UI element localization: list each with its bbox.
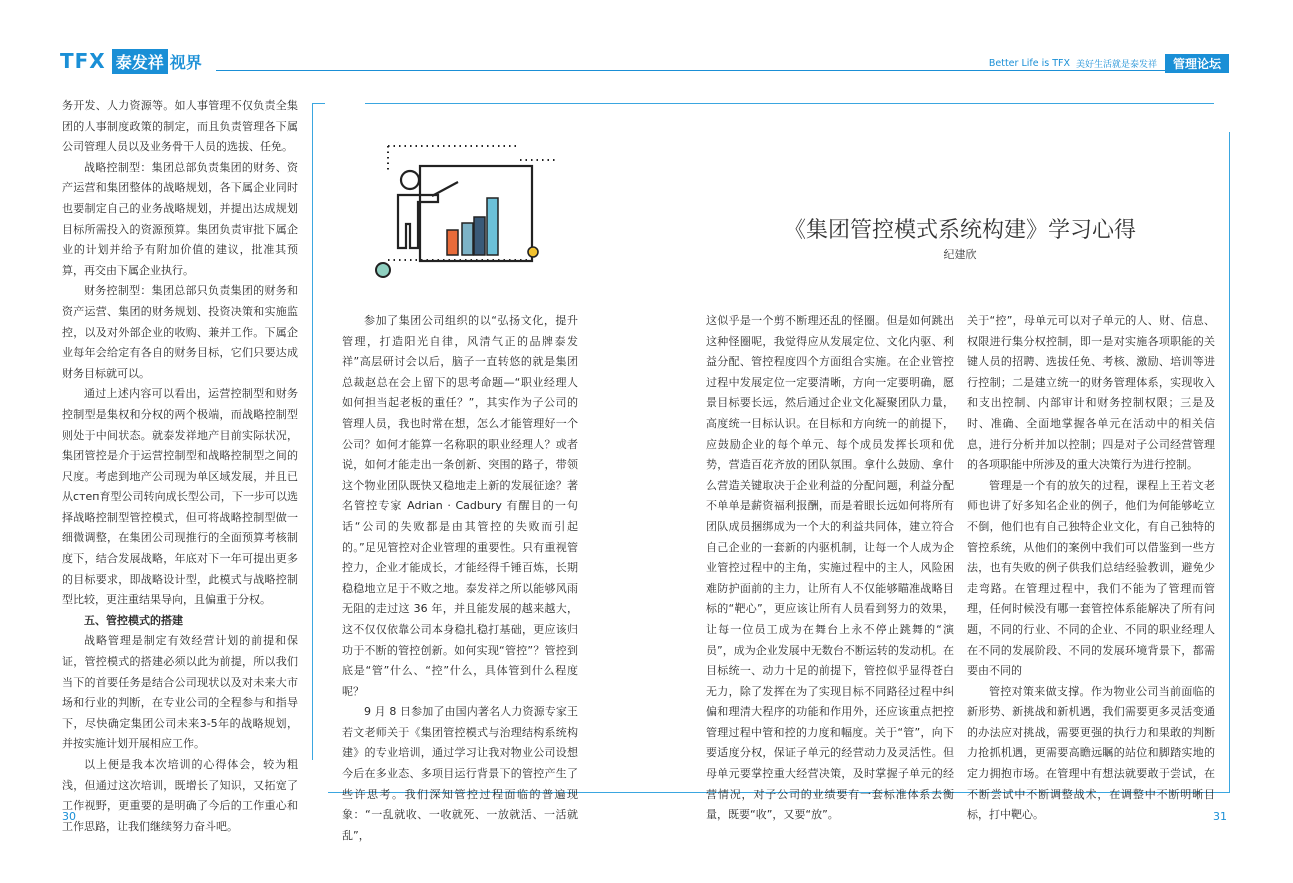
logo-view: 视界 xyxy=(169,52,202,72)
slogan-chinese: 美好生活就是泰发祥 xyxy=(1075,59,1157,70)
section-heading: 五、管控模式的搭建 xyxy=(84,613,183,627)
chart-bar-3 xyxy=(474,217,485,255)
paragraph: 战略管理是制定有效经营计划的前提和保证，管控模式的搭建必须以此为前提，所以我们当下的首要任务是结合公司现状以及对未来大市场和行业的判断，在专业公司的全程参与和指导下，尽快确定集团公司未来3-5年的战略规划，并按实施计划开展相应工作。 xyxy=(62,634,298,751)
paragraph: 通过上述内容可以看出，运营控制型和财务控制型是集权和分权的两个极端，而战略控制型则处于中间状态。就泰发祥地产目前实际状况，集团管控是介于运营控制型和战略控制型之间的尺度。考虑到地产公司现为单区域发展，并且已从степ育型公司转向成长型公司，下一步可以选择战略控制型管控模式，但可将战略控制型做一细微调整，在集团公司现推行的全面预算考核制度下，结合发展战略，年底对下一年可提出更多的目标要求，即战略设计型，此模式与战略控制型比较，更注重结果导向，且偏重于分权。 xyxy=(62,387,298,607)
header-right xyxy=(989,55,1229,71)
slogan-english: Better Life is TFX xyxy=(988,57,1070,69)
magazine-logo xyxy=(60,50,202,72)
article-column-1 xyxy=(342,311,578,846)
article-column-3 xyxy=(967,311,1215,826)
page-number-left: 30 xyxy=(62,810,76,823)
section-label: 管理论坛 xyxy=(1165,54,1229,73)
paragraph: 务开发、人力资源等。如人事管理不仅负责全集团的人事制度政策的制定，而且负责管理各下属公司管理人员以及业务骨干人员的选拔、任免。 xyxy=(62,99,298,154)
paragraph: 管理是一个有的放矢的过程，课程上王若文老师也讲了好多知名企业的例子，他们为何能够屹立不倒，他们也有自己独特企业文化，有自己独特的管控系统，从他们的案例中我们可以借鉴到一些方法，也有失败的例子供我们总结经验教训，避免少走弯路。在管理过程中，我们不能为了管理而管理，任何时候没有哪一套管控体系能解决了所有问题，不同的行业、不同的企业、不同的职业经理人在不同的发展阶段、不同的发展环境背景下，都需要由不同的 xyxy=(967,478,1215,678)
paragraph: 管控对策来做支撑。作为物业公司当前面临的新形势、新挑战和新机遇，我们需要更多灵活变通的办法应对挑战，需要更强的执行力和果敢的判断力抢抓机遇，更需要高瞻远瞩的站位和脚踏实地的定力拥抱市场。在管理中有想法就要敢于尝试，在不断尝试中不断调整战术，在调整中不断明晰目标，打中靶心。 xyxy=(967,684,1215,822)
paragraph: 战略控制型：集团总部负责集团的财务、资产运营和集团整体的战略规划，各下属企业同时也要制定自己的业务战略规划，并提出达成规划目标所需投入的资源预算。集团负责审批下属企业的计划并给予有附加价值的建议，批准其预算，再交由下属企业执行。 xyxy=(62,160,298,277)
article-column-2 xyxy=(706,311,954,826)
chart-bar-1 xyxy=(447,230,458,255)
logo-tfx: TFX xyxy=(60,49,106,73)
paragraph: 以上便是我本次培训的心得体会，较为粗浅，但通过这次培训，既增长了知识，又拓宽了工作视野，更重要的是明确了今后的工作重心和工作思路，让我们继续努力奋斗吧。 xyxy=(62,758,298,833)
logo-brand: 泰发祥 xyxy=(112,49,168,74)
chart-bar-2 xyxy=(462,223,473,255)
presenter-chart-icon xyxy=(370,140,570,280)
left-column xyxy=(62,96,298,837)
page-number-right: 31 xyxy=(1213,810,1227,823)
chart-bar-4 xyxy=(487,198,498,255)
article-author: 纪建欣 xyxy=(943,248,977,261)
paragraph: 财务控制型：集团总部只负责集团的财务和资产运营、集团的财务规划、投资决策和实施监控，以及对外部企业的收购、兼并工作。下属企业每年会给定有各自的财务目标，它们只要达成财务目标就可以。 xyxy=(62,284,298,380)
paragraph: 9 月 8 日参加了由国内著名人力资源专家王若文老师关于《集团管控模式与治理结构系统构建》的专业培训，通过学习让我对物业公司设想今后在多业态、多项目运行背景下的管控产生了些许思考。我们深知管控过程面临的普遍现象：“一乱就收、一收就死、一放就活、一活就乱”， xyxy=(342,705,578,842)
paragraph: 关于“控”，母单元可以对子单元的人、财、信息、权限进行集分权控制，即一是对实施各项职能的关键人员的招聘、选拔任免、考核、激励、培训等进行控制；二是建立统一的财务管理体系，实现收入和支出控制、内部审计和财务控制权限；三是及时、准确、全面地掌握各单元在活动中的相关信息，进行分析并加以控制；四是对子公司经营管理的各项职能中所涉及的重大决策行为进行控制。 xyxy=(967,314,1215,472)
paragraph: 参加了集团公司组织的以“弘扬文化，提升管理，打造阳光自律，风清气正的品牌泰发祥”高层研讨会以后，脑子一直转悠的就是集团总裁赵总在会上留下的思考命题—“职业经理人如何担当起老板的重任？”，其实作为子公司的管理人员，我也时常在想，怎么才能管理好一个公司？如何才能算一名称职的职业经理人？或者说，如何才能走出一条创新、突围的路子，带领这个物业团队既快又稳地走上新的发展征途？著名管控专家 Adrian · Cadbury 有醒目的一句话“公司的失败都是由其管控的失败而引起的。”足见管控对企业管理的重要性。只有重视管控力，企业才能成长，才能经得千锤百炼，长期稳稳地立足于不败之地。泰发祥之所以能够风雨无阻的走过这 36 年，并且能发展的越来越大，这不仅仅依靠公司本身稳扎稳打基础，更应该归功于不断的管控创新。如何实现“管控”？管控到底是“管”什么、“控”什么，具体管到什么程度呢？ xyxy=(342,314,578,698)
article-title: 《集团管控模式系统构建》学习心得 xyxy=(783,218,1136,243)
paragraph: 这似乎是一个剪不断理还乱的怪圈。但是如何跳出这种怪圈呢，我觉得应从发展定位、文化内驱、利益分配、管控程度四个方面组合实施。在企业管控过程中发展定位一定要清晰，方向一定要明确，愿景目标要长远，然后通过企业文化凝聚团队力量，高度统一目标认识。在目标和方向统一的前提下，应鼓励企业的每个单元、每个成员发挥长项和优势，营造百花齐放的团队氛围。拿什么鼓励、拿什么营造关键取决于企业利益的分配问题，利益分配不单单是薪资福利报酬，而是着眼长远如何将所有团队成员捆绑成为一个大的利益共同体，建立符合自己企业的一套新的内驱机制，让每一个人成为企业管控过程中的主角，实施过程中的主人，风险困难防护面前的主力，让所有人不仅能够瞄准战略目标的“靶心”，更应该让所有人员看到努力的效果，让每一位员工成为在舞台上永不停止跳舞的“演员”，成为企业发展中无数台不断运转的发动机。在目标统一、动力十足的前提下，管控似乎显得苍白无力，除了发挥在为了实现目标不同路径过程中纠偏和理清大程序的功能和作用外，还应该重点把控管理过程中管和控的力度和幅度。关于“管”，向下要适度分权，保证子单元的经营动力及灵活性。但母单元要掌控重大经营决策，及时掌握子单元的经营情况，对子公司的业绩要有一套标准体系去衡量，既要“收”，又要“放”。 xyxy=(706,314,954,822)
